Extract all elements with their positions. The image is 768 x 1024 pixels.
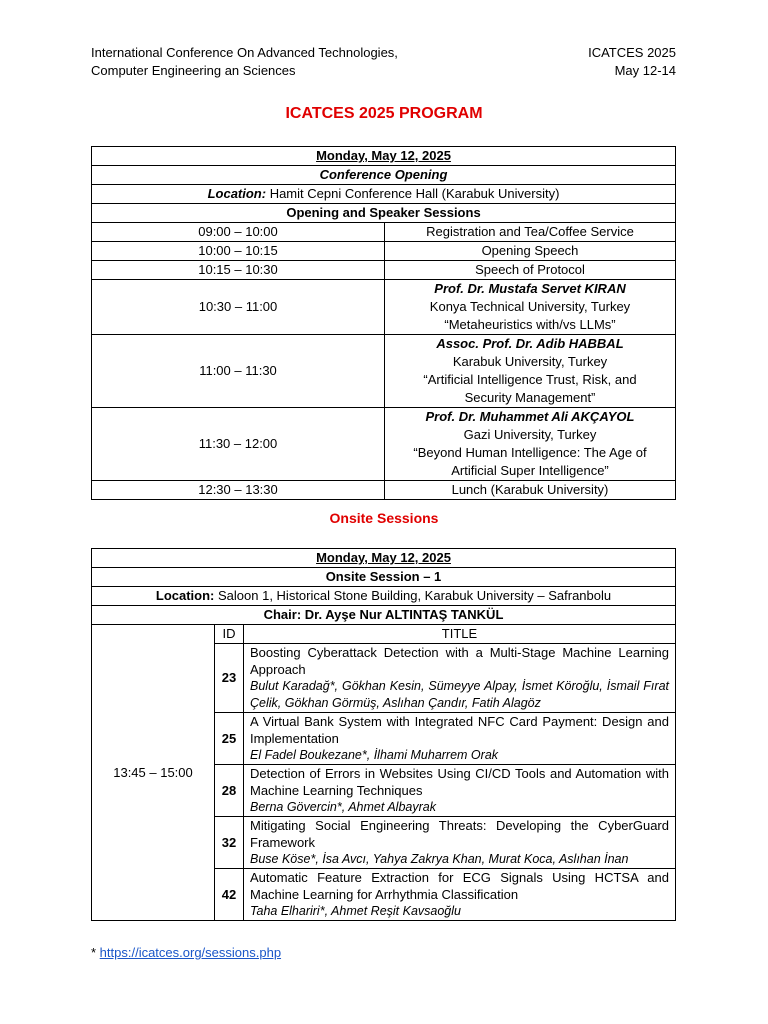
session-time: 13:45 – 15:00: [92, 625, 215, 921]
speaker-affiliation: Karabuk University, Turkey: [452, 354, 608, 369]
paper-entry: [244, 765, 676, 817]
footnote: [91, 945, 281, 960]
speaker-talk: “Metaheuristics with/vs LLMs”: [444, 317, 616, 332]
conference-name-line2: Computer Engineering an Sciences: [91, 63, 296, 78]
opening-section-title: Opening and Speaker Sessions: [92, 204, 676, 223]
column-header-title: TITLE: [244, 625, 676, 644]
speaker-time: 10:30 – 11:00: [92, 280, 385, 335]
paper-title: Mitigating Social Engineering Threats: Developing the CyberGuard Framework: [250, 818, 669, 850]
paper-id: 28: [215, 765, 244, 817]
conference-acronym: ICATCES 2025: [588, 45, 676, 60]
speaker-name: Assoc. Prof. Dr. Adib HABBAL: [436, 336, 624, 351]
session-chair: Chair: Dr. Ayşe Nur ALTINTAŞ TANKÜL: [92, 606, 676, 625]
table-row: [92, 242, 676, 261]
paper-id: 32: [215, 817, 244, 869]
location-text: Saloon 1, Historical Stone Building, Karabuk University – Safranbolu: [214, 588, 612, 603]
speaker-row: [92, 408, 676, 481]
paper-authors: Buse Köse*, İsa Avcı, Yahya Zakrya Khan, Murat Koca, Aslıhan İnan: [250, 852, 629, 866]
row-text: Registration and Tea/Coffee Service: [385, 223, 676, 242]
speaker-time: 11:00 – 11:30: [92, 335, 385, 408]
lunch-text: Lunch (Karabuk University): [385, 481, 676, 500]
paper-entry: [244, 644, 676, 713]
paper-entry: [244, 869, 676, 921]
speaker-info: [385, 408, 676, 481]
paper-title: Automatic Feature Extraction for ECG Signals Using HCTSA and Machine Learning for Arrhythmia Classification: [250, 870, 669, 902]
conference-name-line1: International Conference On Advanced Technologies,: [91, 45, 398, 60]
paper-entry: [244, 817, 676, 869]
table-row: [92, 223, 676, 242]
row-time: 09:00 – 10:00: [92, 223, 385, 242]
lunch-row: [92, 481, 676, 500]
column-header-id: ID: [215, 625, 244, 644]
lunch-time: 12:30 – 13:30: [92, 481, 385, 500]
speaker-row: [92, 280, 676, 335]
sessions-link[interactable]: https://icatces.org/sessions.php: [99, 945, 282, 960]
location-label: Location:: [207, 186, 267, 201]
speaker-info: [385, 335, 676, 408]
location-text: Hamit Cepni Conference Hall (Karabuk University): [266, 186, 560, 201]
onsite-session-table: [91, 548, 676, 921]
location-label: Location:: [155, 588, 215, 603]
paper-authors: Taha Elhariri*, Ahmet Reşit Kavsaoğlu: [250, 904, 461, 918]
footnote-star: *: [91, 945, 100, 960]
speaker-name: Prof. Dr. Muhammet Ali AKÇAYOL: [425, 409, 635, 424]
table-row: [92, 261, 676, 280]
speaker-affiliation: Konya Technical University, Turkey: [429, 299, 631, 314]
speaker-talk: “Beyond Human Intelligence: The Age of Artificial Super Intelligence”: [413, 445, 647, 478]
page-header: [91, 44, 676, 80]
opening-location: [92, 185, 676, 204]
page-title: ICATCES 2025 PROGRAM: [285, 105, 483, 122]
row-time: 10:00 – 10:15: [92, 242, 385, 261]
session-date: Monday, May 12, 2025: [92, 549, 676, 568]
session-name: Onsite Session – 1: [92, 568, 676, 587]
paper-title: A Virtual Bank System with Integrated NFC Card Payment: Design and Implementation: [250, 714, 669, 746]
paper-authors: Bulut Karadağ*, Gökhan Kesin, Sümeyye Alpay, İsmet Köroğlu, İsmail Fırat Çelik, Gökhan Görmüş, Aslıhan Çandır, Fatih Alagöz: [250, 679, 669, 710]
session-location: [92, 587, 676, 606]
paper-title: Detection of Errors in Websites Using CI/CD Tools and Automation with Machine Learning Techniques: [250, 766, 669, 798]
paper-entry: [244, 713, 676, 765]
paper-authors: Berna Gövercin*, Ahmet Albayrak: [250, 800, 436, 814]
speaker-row: [92, 335, 676, 408]
speaker-time: 11:30 – 12:00: [92, 408, 385, 481]
speaker-affiliation: Gazi University, Turkey: [463, 427, 597, 442]
row-time: 10:15 – 10:30: [92, 261, 385, 280]
conference-id: [588, 44, 676, 80]
paper-id: 23: [215, 644, 244, 713]
paper-title: Boosting Cyberattack Detection with a Multi-Stage Machine Learning Approach: [250, 645, 669, 677]
row-text: Speech of Protocol: [385, 261, 676, 280]
speaker-talk: “Artificial Intelligence Trust, Risk, and Security Management”: [423, 372, 637, 405]
opening-program-table: [91, 146, 676, 500]
speaker-name: Prof. Dr. Mustafa Servet KIRAN: [434, 281, 626, 296]
conference-name: [91, 44, 398, 80]
row-text: Opening Speech: [385, 242, 676, 261]
paper-id: 25: [215, 713, 244, 765]
speaker-info: [385, 280, 676, 335]
onsite-sessions-heading: Onsite Sessions: [329, 510, 439, 526]
opening-subtitle: Conference Opening: [92, 166, 676, 185]
paper-authors: El Fadel Boukezane*, İlhami Muharrem Orak: [250, 748, 499, 762]
opening-date: Monday, May 12, 2025: [92, 147, 676, 166]
conference-dates: May 12-14: [614, 63, 676, 78]
paper-id: 42: [215, 869, 244, 921]
